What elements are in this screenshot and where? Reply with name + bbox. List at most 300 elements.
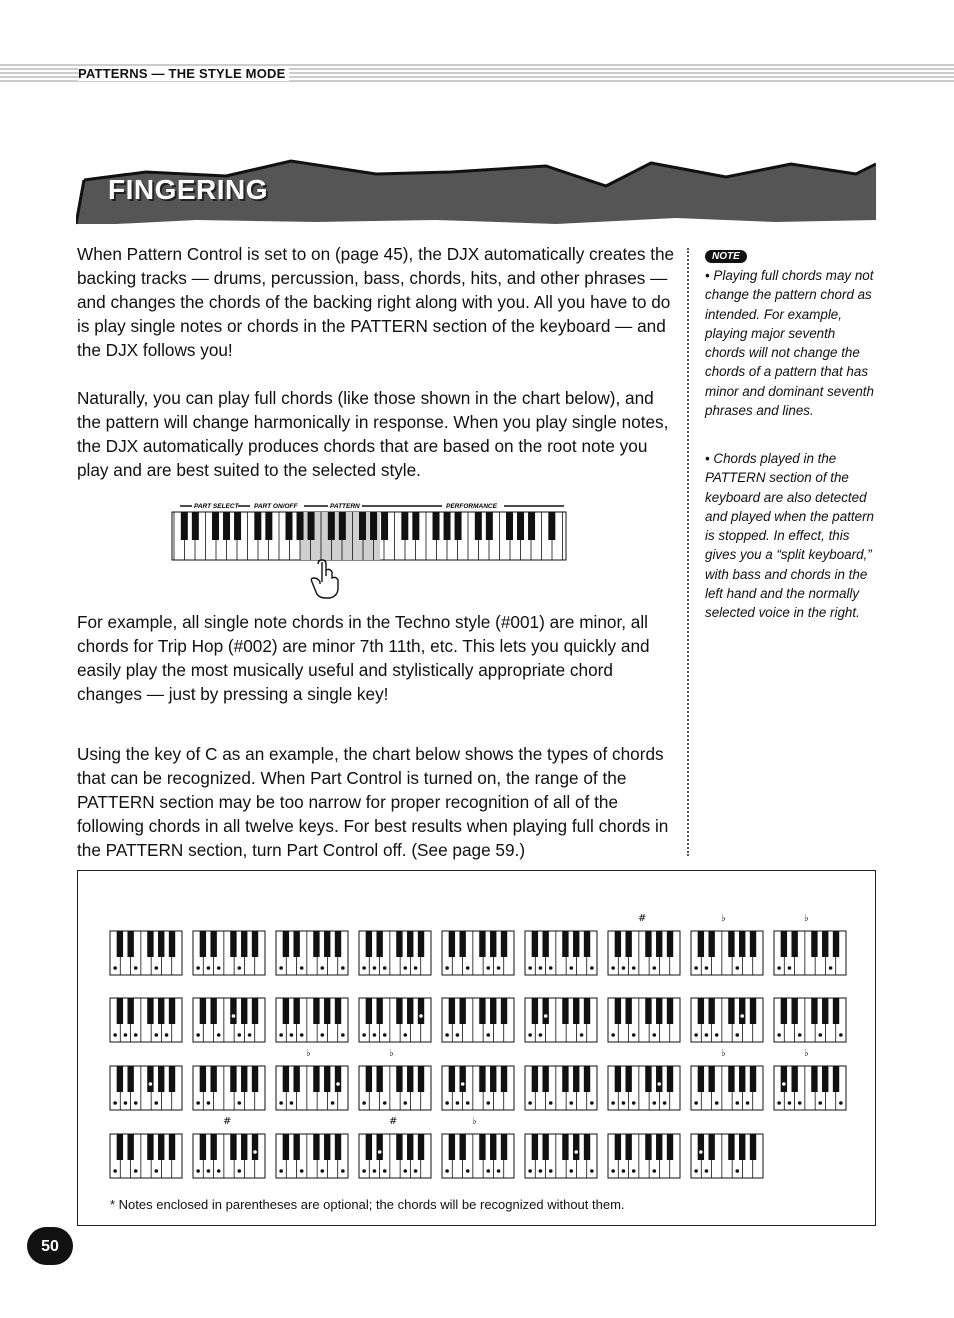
black-key	[822, 1066, 828, 1092]
note-dot	[622, 966, 626, 970]
note-dot	[580, 1033, 584, 1037]
note-dot	[569, 966, 573, 970]
black-key	[698, 1134, 704, 1160]
black-key	[656, 931, 662, 957]
chord-keyboard	[110, 931, 182, 975]
black-key	[192, 512, 199, 540]
note-dot	[590, 1169, 594, 1173]
black-key	[517, 512, 524, 540]
black-key	[449, 931, 455, 957]
black-key	[212, 512, 219, 540]
note-dot	[497, 1169, 501, 1173]
black-key	[490, 931, 496, 957]
note-dot	[414, 966, 418, 970]
note-dot	[290, 1033, 294, 1037]
black-key	[324, 931, 330, 957]
black-key	[548, 512, 555, 540]
black-key	[459, 998, 465, 1024]
note-dot	[383, 1101, 387, 1105]
black-key	[739, 1134, 745, 1160]
note-dot	[694, 1169, 698, 1173]
black-key	[562, 1066, 568, 1092]
note-dot	[341, 1033, 345, 1037]
black-key	[158, 931, 164, 957]
black-key	[750, 1066, 756, 1092]
note-dot	[217, 1033, 221, 1037]
chord-keyboard	[691, 1066, 763, 1110]
note-dot	[549, 1169, 553, 1173]
black-key	[625, 1066, 631, 1092]
black-key	[293, 1134, 299, 1160]
chord-keyboard	[442, 998, 514, 1042]
note-dot	[403, 966, 407, 970]
note-dot	[539, 1169, 543, 1173]
black-key	[117, 931, 123, 957]
black-key	[234, 512, 241, 540]
note-dot	[124, 1033, 128, 1037]
black-key	[147, 1134, 153, 1160]
note-dot	[788, 966, 792, 970]
accidental-mark: ♭	[389, 1048, 394, 1059]
black-key	[486, 512, 493, 540]
black-key	[117, 1066, 123, 1092]
note-dot	[735, 1033, 739, 1037]
black-key	[708, 931, 714, 957]
black-key	[833, 1066, 839, 1092]
chord-chart-footnote: * Notes enclosed in parentheses are optional; the chords will be recognized without them.	[110, 1197, 625, 1212]
black-key	[313, 1066, 319, 1092]
chord-keyboard	[774, 1066, 846, 1110]
black-key	[396, 1066, 402, 1092]
accidental-mark: #	[223, 1116, 232, 1127]
black-key	[698, 998, 704, 1024]
black-key	[241, 931, 247, 957]
note-dot	[134, 1101, 138, 1105]
black-key	[252, 1066, 258, 1092]
note-dot	[544, 1014, 548, 1018]
black-key	[418, 931, 424, 957]
black-key	[324, 1066, 330, 1092]
note-dot	[362, 966, 366, 970]
black-key	[241, 998, 247, 1024]
black-key	[359, 512, 366, 540]
paragraph-example: For example, all single note chords in the Techno style (#001) are minor, all chords for Trip Hop (#002) are minor 7th 11th, etc. This lets you quickly and easily play the most musically useful and stylistically appropriate chord changes — just by pressing a single key!	[77, 612, 650, 704]
black-key	[252, 1134, 258, 1160]
keyboard-figure	[170, 498, 570, 600]
note-dot	[652, 1033, 656, 1037]
black-key	[127, 931, 133, 957]
black-key	[169, 1134, 175, 1160]
note-dot	[445, 1101, 449, 1105]
black-key	[381, 512, 388, 540]
note-dot	[611, 1033, 615, 1037]
note-dot	[574, 1150, 578, 1154]
paragraph-full-chords: Naturally, you can play full chords (like those shown in the chart below), and the pattern will change harmonically in response. When you play single notes, the DJX automatically produces chords that are based on the root note you play and are best suited to the selected style.	[77, 388, 669, 480]
note-dot	[652, 1169, 656, 1173]
note-dot	[798, 1033, 802, 1037]
note-item: • Playing full chords may not change the pattern chord as intended. For example, playing major seventh chords will not change the chords of a pattern that has minor and dominant seventh phrases and lines.	[705, 268, 874, 419]
note-dot	[445, 1169, 449, 1173]
black-key	[542, 998, 548, 1024]
note-dot	[378, 1150, 382, 1154]
black-key	[313, 931, 319, 957]
note-dot	[253, 1150, 257, 1154]
black-key	[479, 1134, 485, 1160]
accidental-mark: #	[389, 1116, 398, 1127]
black-key	[573, 1134, 579, 1160]
black-key	[750, 1134, 756, 1160]
chord-keyboard	[359, 1134, 431, 1178]
chord-keyboard	[193, 998, 265, 1042]
black-key	[459, 1066, 465, 1092]
black-key	[324, 1134, 330, 1160]
note-dot	[632, 966, 636, 970]
black-key	[335, 1134, 341, 1160]
black-key	[158, 1134, 164, 1160]
black-key	[449, 1134, 455, 1160]
black-key	[656, 998, 662, 1024]
black-key	[728, 998, 734, 1024]
note-dot	[798, 1101, 802, 1105]
black-key	[158, 998, 164, 1024]
black-key	[811, 998, 817, 1024]
black-key	[490, 1134, 496, 1160]
black-key	[252, 998, 258, 1024]
chord-keyboard	[774, 998, 846, 1042]
black-key	[117, 1134, 123, 1160]
note-dot	[362, 1101, 366, 1105]
chord-keyboard	[110, 1066, 182, 1110]
black-key	[739, 931, 745, 957]
note-dot	[622, 1101, 626, 1105]
black-key	[313, 1134, 319, 1160]
note-dot	[373, 1169, 377, 1173]
black-key	[791, 998, 797, 1024]
note-dot	[362, 1169, 366, 1173]
note-dot	[569, 1169, 573, 1173]
note-dot	[466, 1169, 470, 1173]
note-dot	[373, 1033, 377, 1037]
black-key	[200, 1066, 206, 1092]
note-dot	[290, 1101, 294, 1105]
note-dot	[539, 966, 543, 970]
black-key	[739, 998, 745, 1024]
note-dot	[445, 1033, 449, 1037]
chord-keyboard	[276, 1134, 348, 1178]
black-key	[283, 931, 289, 957]
note-dot	[746, 1101, 750, 1105]
note-dot	[611, 1101, 615, 1105]
note-dot	[279, 966, 283, 970]
chord-keyboard	[110, 1134, 182, 1178]
black-key	[210, 1134, 216, 1160]
note-dot	[705, 966, 709, 970]
black-key	[293, 1066, 299, 1092]
black-key	[335, 998, 341, 1024]
note-dot	[632, 1169, 636, 1173]
note-dot	[237, 966, 241, 970]
black-key	[479, 931, 485, 957]
black-key	[667, 1066, 673, 1092]
note-dot	[331, 1101, 335, 1105]
black-key	[708, 1066, 714, 1092]
chord-keyboard	[608, 1134, 680, 1178]
black-key	[181, 512, 188, 540]
note-dot	[113, 1101, 117, 1105]
note-dot	[207, 1101, 211, 1105]
note-dot	[699, 1150, 703, 1154]
note-dot	[694, 966, 698, 970]
note-dot	[611, 966, 615, 970]
chord-keyboard	[276, 998, 348, 1042]
black-key	[791, 1066, 797, 1092]
black-key	[501, 1134, 507, 1160]
chord-keyboard	[774, 931, 846, 975]
black-key	[811, 931, 817, 957]
black-key	[169, 998, 175, 1024]
black-key	[376, 1134, 382, 1160]
black-key	[645, 1134, 651, 1160]
black-key	[459, 1134, 465, 1160]
black-key	[283, 998, 289, 1024]
black-key	[584, 1066, 590, 1092]
black-key	[698, 931, 704, 957]
note-dot	[549, 966, 553, 970]
black-key	[407, 998, 413, 1024]
note-dot	[466, 966, 470, 970]
note-dot	[622, 1169, 626, 1173]
note-dot	[663, 1101, 667, 1105]
chord-keyboard	[110, 998, 182, 1042]
black-key	[396, 998, 402, 1024]
black-key	[625, 931, 631, 957]
black-key	[313, 998, 319, 1024]
black-key	[645, 931, 651, 957]
black-key	[656, 1134, 662, 1160]
black-key	[376, 931, 382, 957]
black-key	[158, 1066, 164, 1092]
black-key	[708, 1134, 714, 1160]
note-dot	[336, 1082, 340, 1086]
black-key	[376, 998, 382, 1024]
black-key	[532, 1134, 538, 1160]
black-key	[401, 512, 408, 540]
note-dot	[237, 1101, 241, 1105]
keyboard-label-part-on-off: PART ON/OFF	[254, 503, 298, 510]
note-dot	[456, 1101, 460, 1105]
black-key	[407, 931, 413, 957]
black-key	[223, 512, 230, 540]
note-dot	[715, 1101, 719, 1105]
note-dot	[486, 1033, 490, 1037]
black-key	[412, 512, 419, 540]
accidental-mark: ♭	[721, 1048, 726, 1059]
note-dot	[652, 966, 656, 970]
note-dot	[383, 966, 387, 970]
keyboard-label-performance: PERFORMANCE	[446, 503, 497, 510]
note-dot	[632, 1033, 636, 1037]
note-dot	[154, 1033, 158, 1037]
note-dot	[196, 1169, 200, 1173]
note-badge: NOTE	[705, 250, 747, 263]
black-key	[396, 1134, 402, 1160]
note-dot	[403, 1169, 407, 1173]
note-dot	[237, 1033, 241, 1037]
note-dot	[232, 1014, 236, 1018]
note-dot	[549, 1101, 553, 1105]
black-key	[739, 1066, 745, 1092]
black-key	[822, 998, 828, 1024]
note-dot	[456, 1033, 460, 1037]
note-dot	[740, 1014, 744, 1018]
note-dot	[217, 1169, 221, 1173]
black-key	[366, 998, 372, 1024]
chord-keyboard	[608, 931, 680, 975]
chord-keyboard	[359, 1066, 431, 1110]
note-dot	[320, 1033, 324, 1037]
note-dot	[279, 1169, 283, 1173]
black-key	[728, 1066, 734, 1092]
black-key	[324, 998, 330, 1024]
note-dot	[383, 1033, 387, 1037]
black-key	[366, 1134, 372, 1160]
note-dot	[777, 1033, 781, 1037]
black-key	[573, 1066, 579, 1092]
note-dot	[403, 1033, 407, 1037]
black-key	[781, 931, 787, 957]
note-item: • Chords played in the PATTERN section of the keyboard are also detected and played when the pattern is stopped. In effect, this gives you a “split keyboard,” with bass and chords in the left hand and the normally selected voice in the right.	[705, 451, 874, 621]
accidental-mark: ♭	[472, 1116, 477, 1127]
black-key	[667, 1134, 673, 1160]
black-key	[418, 1134, 424, 1160]
note-dot	[113, 966, 117, 970]
note-dot	[611, 1169, 615, 1173]
black-key	[615, 998, 621, 1024]
note-dot	[248, 1033, 252, 1037]
black-key	[254, 512, 261, 540]
black-key	[210, 931, 216, 957]
chord-keyboard	[691, 931, 763, 975]
chord-keyboard	[691, 1134, 763, 1178]
black-key	[433, 512, 440, 540]
black-key	[562, 931, 568, 957]
accidental-mark: #	[638, 913, 647, 924]
note-dot	[362, 1033, 366, 1037]
keyboard-diagram	[170, 498, 570, 600]
note-dot	[165, 1033, 169, 1037]
note-dot	[486, 1169, 490, 1173]
note-dot	[341, 1169, 345, 1173]
black-key	[127, 998, 133, 1024]
black-key	[698, 1066, 704, 1092]
black-key	[615, 1066, 621, 1092]
black-key	[366, 1066, 372, 1092]
note-dot	[539, 1033, 543, 1037]
black-key	[444, 512, 451, 540]
black-key	[169, 1066, 175, 1092]
black-key	[230, 1066, 236, 1092]
black-key	[615, 1134, 621, 1160]
black-key	[475, 512, 482, 540]
note-dot	[341, 966, 345, 970]
note-dot	[486, 966, 490, 970]
black-key	[750, 998, 756, 1024]
note-dot	[207, 1169, 211, 1173]
black-key	[449, 998, 455, 1024]
black-key	[645, 1066, 651, 1092]
note-dot	[466, 1101, 470, 1105]
note-dot	[419, 1014, 423, 1018]
note-dot	[134, 1033, 138, 1037]
section-header: PATTERNS — THE STYLE MODE	[78, 66, 289, 81]
note-dot	[383, 1169, 387, 1173]
chord-keyboard	[691, 998, 763, 1042]
note-dot	[196, 1101, 200, 1105]
note-dot	[818, 1101, 822, 1105]
note-dot	[279, 1033, 283, 1037]
note-dot	[497, 966, 501, 970]
note-dot	[590, 1101, 594, 1105]
chord-chart-diagrams	[78, 871, 875, 1225]
black-key	[418, 998, 424, 1024]
note-dot	[445, 966, 449, 970]
black-key	[625, 998, 631, 1024]
black-key	[252, 931, 258, 957]
black-key	[210, 998, 216, 1024]
black-key	[407, 1134, 413, 1160]
note-dot	[154, 1101, 158, 1105]
black-key	[418, 1066, 424, 1092]
black-key	[241, 1066, 247, 1092]
black-key	[283, 1134, 289, 1160]
note-dot	[777, 1101, 781, 1105]
note-dot	[486, 1101, 490, 1105]
note-dot	[632, 1101, 636, 1105]
note-dot	[735, 1169, 739, 1173]
note-dot	[694, 1101, 698, 1105]
black-key	[407, 1066, 413, 1092]
note-dot	[373, 966, 377, 970]
black-key	[573, 998, 579, 1024]
note-dot	[320, 966, 324, 970]
black-key	[506, 512, 513, 540]
black-key	[615, 931, 621, 957]
page-title: FINGERING	[108, 174, 269, 205]
black-key	[479, 998, 485, 1024]
note-dot	[705, 1033, 709, 1037]
note-dot	[839, 1033, 843, 1037]
black-key	[200, 998, 206, 1024]
note-dot	[461, 1082, 465, 1086]
black-key	[117, 998, 123, 1024]
black-key	[308, 512, 315, 540]
accidental-mark: ♭	[804, 913, 809, 924]
chord-keyboard	[193, 1066, 265, 1110]
note-dot	[715, 1033, 719, 1037]
black-key	[833, 998, 839, 1024]
note-dot	[113, 1033, 117, 1037]
black-key	[667, 931, 673, 957]
black-key	[241, 1134, 247, 1160]
note-dot	[569, 1101, 573, 1105]
chord-keyboard	[608, 998, 680, 1042]
note-dot	[124, 1101, 128, 1105]
note-dot	[528, 1033, 532, 1037]
black-key	[791, 931, 797, 957]
black-key	[455, 512, 462, 540]
black-key	[147, 998, 153, 1024]
black-key	[542, 1066, 548, 1092]
